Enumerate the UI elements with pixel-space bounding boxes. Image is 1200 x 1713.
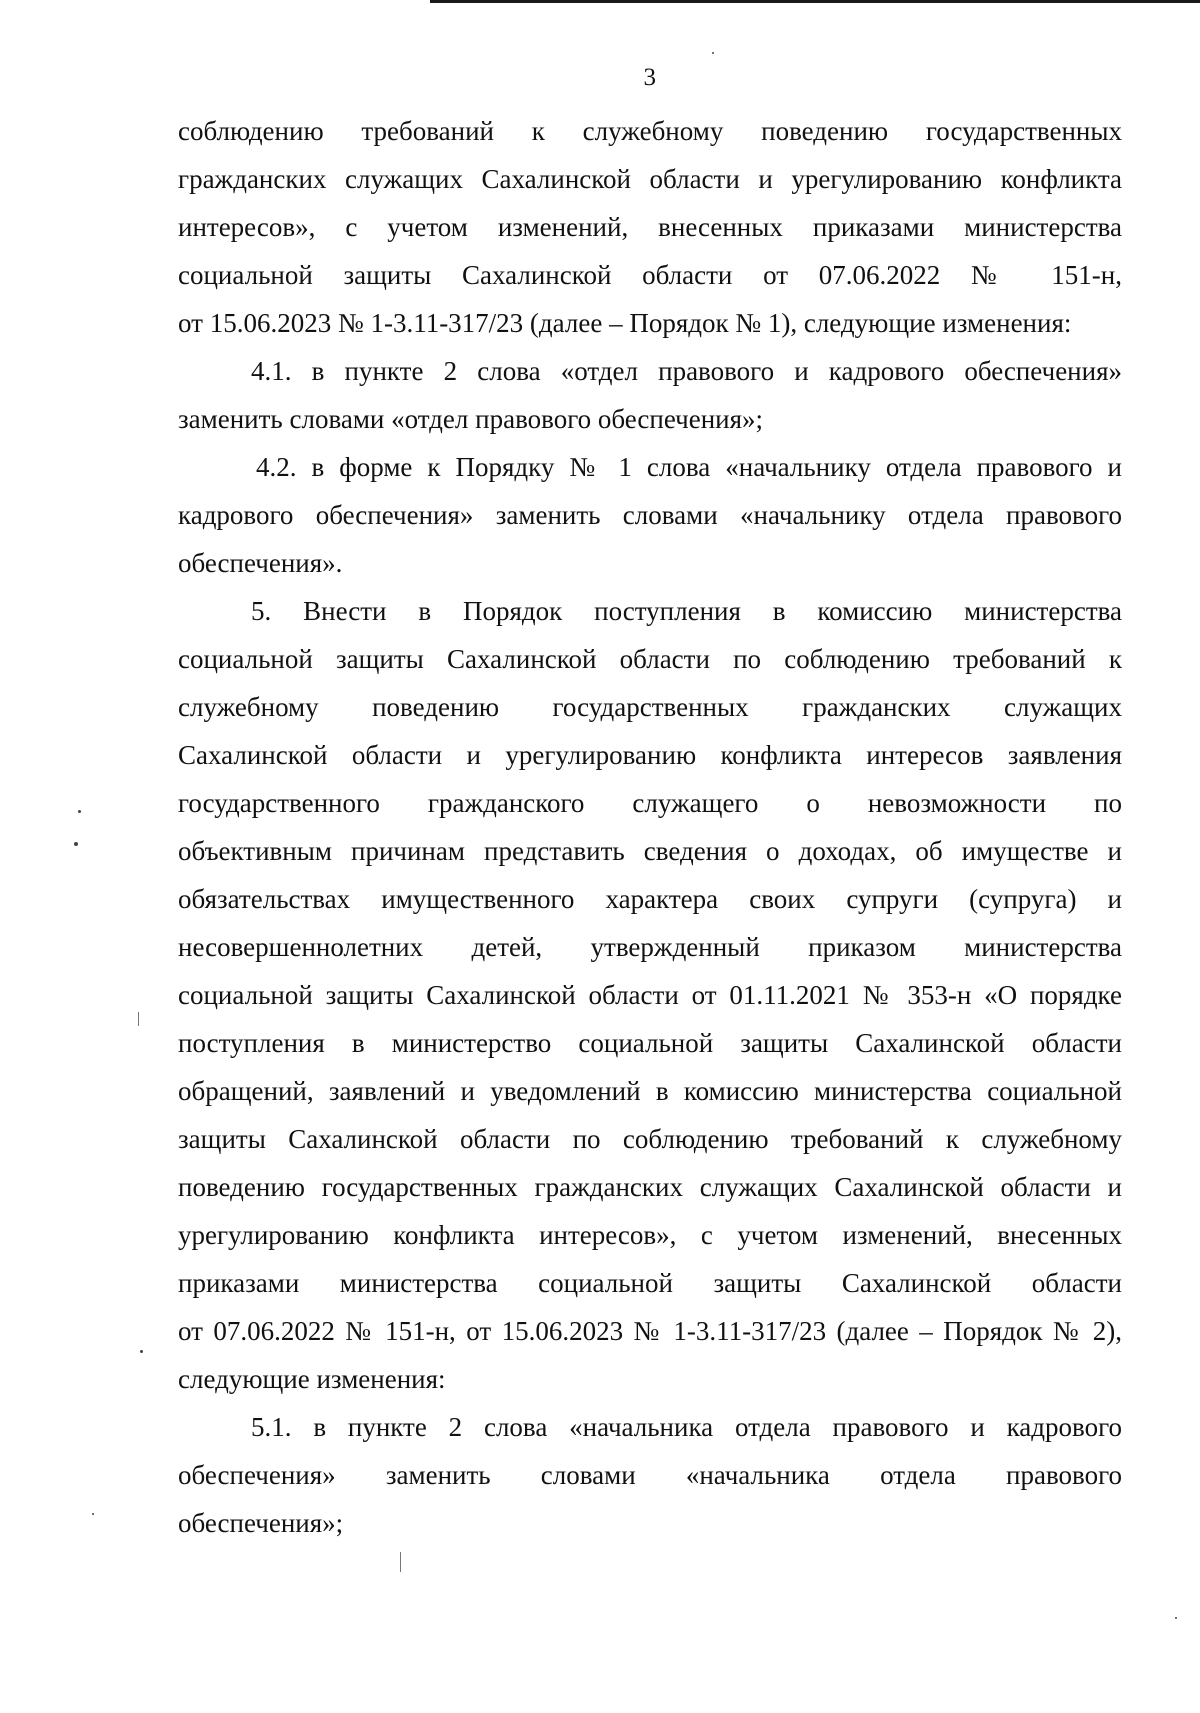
text-line: от 07.06.2022 № 151-н, от 15.06.2023 № 1-3.11-317/23 (далее – Порядок № 2), bbox=[178, 1316, 1122, 1346]
text-line: объективным причинам представить сведения о доходах, об имуществе и bbox=[178, 836, 1122, 866]
text-line: защиты Сахалинской области по соблюдению требований к служебному bbox=[178, 1124, 1122, 1154]
text-line: 5. Внести в Порядок поступления в комиссию министерства bbox=[251, 596, 1122, 626]
text-line: поступления в министерство социальной защиты Сахалинской области bbox=[178, 1028, 1122, 1058]
scan-speck bbox=[78, 810, 81, 813]
text-line: соблюдению требований к служебному поведению государственных bbox=[178, 116, 1122, 146]
text-line: поведению государственных гражданских служащих Сахалинской области и bbox=[178, 1172, 1122, 1202]
scan-speck bbox=[712, 52, 714, 54]
page-number: 3 bbox=[643, 64, 657, 91]
text-line: интересов», с учетом изменений, внесенных приказами министерства bbox=[178, 212, 1122, 242]
text-line: социальной защиты Сахалинской области от 07.06.2022 № 151-н, bbox=[178, 260, 1122, 290]
text-line: обращений, заявлений и уведомлений в комиссию министерства социальной bbox=[178, 1076, 1122, 1106]
text-line: государственного гражданского служащего о невозможности по bbox=[178, 788, 1122, 818]
text-line: Сахалинской области и урегулированию конфликта интересов заявления bbox=[178, 740, 1122, 770]
scan-mark bbox=[138, 1012, 139, 1026]
scan-speck bbox=[140, 1350, 143, 1353]
text-line: следующие изменения: bbox=[178, 1364, 446, 1394]
text-line: 4.1. в пункте 2 слова «отдел правового и кадрового обеспечения» bbox=[251, 356, 1122, 386]
text-line: социальной защиты Сахалинской области по соблюдению требований к bbox=[178, 644, 1122, 674]
scan-speck bbox=[92, 1513, 94, 1515]
text-line: заменить словами «отдел правового обеспечения»; bbox=[178, 404, 764, 434]
text-line: служебному поведению государственных гражданских служащих bbox=[178, 692, 1122, 722]
scan-speck bbox=[74, 842, 78, 846]
text-line: урегулированию конфликта интересов», с учетом изменений, внесенных bbox=[178, 1220, 1122, 1250]
document-body bbox=[178, 107, 1122, 1547]
text-line: гражданских служащих Сахалинской области и урегулированию конфликта bbox=[178, 164, 1122, 194]
text-line: обеспечения». bbox=[178, 548, 343, 578]
scan-mark bbox=[400, 1552, 401, 1572]
text-line: кадрового обеспечения» заменить словами «начальнику отдела правового bbox=[178, 500, 1122, 530]
text-line: несовершеннолетних детей, утвержденный приказом министерства bbox=[178, 932, 1122, 962]
text-line: обязательствах имущественного характера своих супруги (супруга) и bbox=[178, 884, 1122, 914]
text-line: обеспечения»; bbox=[178, 1508, 344, 1538]
text-line: приказами министерства социальной защиты Сахалинской области bbox=[178, 1268, 1122, 1298]
scan-speck bbox=[1175, 1617, 1177, 1619]
text-line: 4.2. в форме к Порядку № 1 слова «начальнику отдела правового и bbox=[256, 452, 1122, 482]
scan-top-edge bbox=[430, 0, 1200, 3]
text-line: обеспечения» заменить словами «начальника отдела правового bbox=[178, 1460, 1122, 1490]
text-line: 5.1. в пункте 2 слова «начальника отдела правового и кадрового bbox=[251, 1412, 1122, 1442]
text-line: от 15.06.2023 № 1-3.11-317/23 (далее – Порядок № 1), следующие изменения: bbox=[178, 308, 1072, 338]
text-line: социальной защиты Сахалинской области от 01.11.2021 № 353-н «О порядке bbox=[178, 980, 1122, 1010]
